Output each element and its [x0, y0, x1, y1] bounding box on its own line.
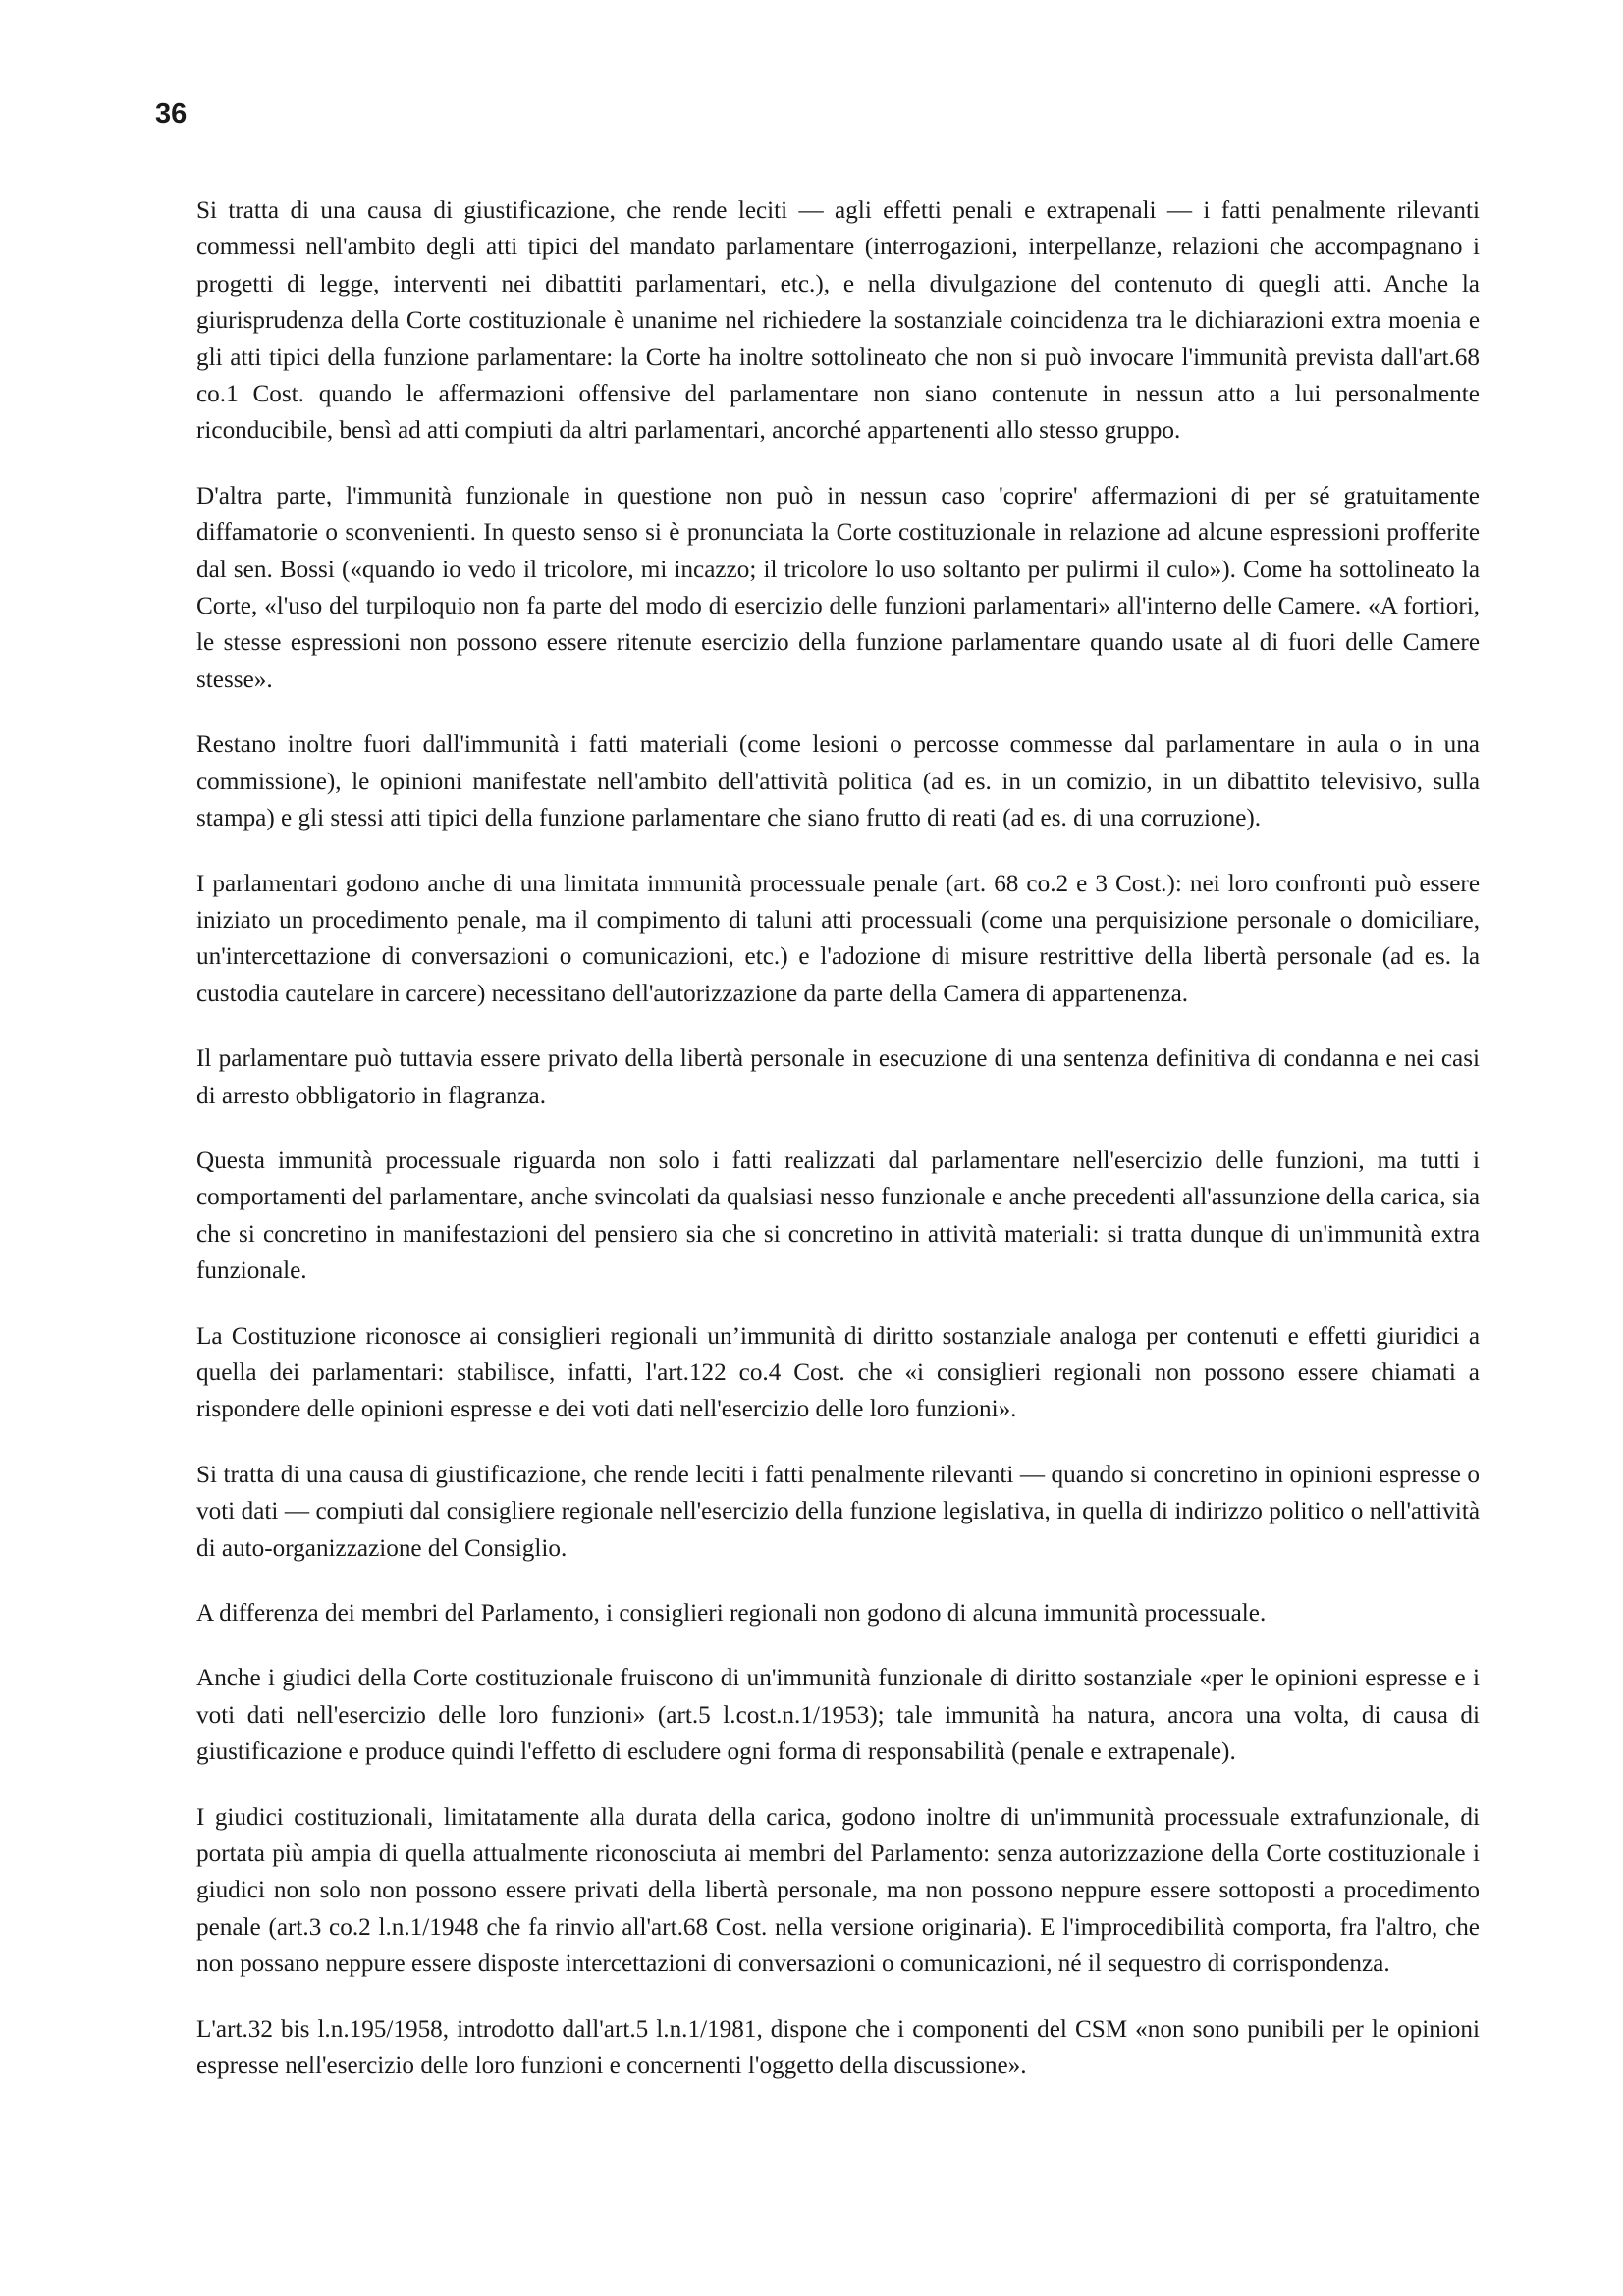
paragraph: Si tratta di una causa di giustificazione, che rende leciti i fatti penalmente rilevanti — quando si concretino in opinioni espresse o voti dati — compiuti dal consigliere regionale nell'esercizio della funzione legislativa, in quella di indirizzo politico o nell'attività di auto-organizzazione del Consiglio.: [196, 1461, 1480, 1562]
paragraph: I giudici costituzionali, limitatamente alla durata della carica, godono inoltre di un'immunità processuale extrafunzionale, di portata più ampia di quella attualmente riconosciuta ai membri del Parlamento: senza autorizzazione della Corte costituzionale i giudici non solo non possono essere privati della libertà personale, ma non possono neppure essere sottoposti a procedimento penale (art.3 co.2 l.n.1/1948 che fa rinvio all'art.68 Cost. nella versione originaria). E l'improcedibilità comporta, fra l'altro, che non possano neppure essere disposte intercettazioni di conversazioni o comunicazioni, né il sequestro di corrispondenza.: [196, 1803, 1480, 1978]
paragraph: D'altra parte, l'immunità funzionale in questione non può in nessun caso 'coprire' affermazioni di per sé gratuitamente diffamatorie o sconvenienti. In questo senso si è pronunciata la Corte costituzionale in relazione ad alcune espressioni profferite dal sen. Bossi («quando io vedo il tricolore, mi incazzo; il tricolore lo uso soltanto per pulirmi il culo»). Come ha sottolineato la Corte, «l'uso del turpiloquio non fa parte del modo di esercizio delle funzioni parlamentari» all'interno delle Camere. «A fortiori, le stesse espressioni non possono essere ritenute esercizio della funzione parlamentare quando usate al di fuori delle Camere stesse».: [196, 482, 1480, 693]
paragraph: Questa immunità processuale riguarda non solo i fatti realizzati dal parlamentare nell'esercizio delle funzioni, ma tutti i comportamenti del parlamentare, anche svincolati da qualsiasi nesso funzionale e anche precedenti all'assunzione della carica, sia che si concretino in manifestazioni del pensiero sia che si concretino in attività materiali: si tratta dunque di un'immunità extra funzionale.: [196, 1147, 1480, 1285]
paragraph: A differenza dei membri del Parlamento, i consiglieri regionali non godono di alcuna immunità processuale.: [196, 1600, 1267, 1627]
paragraph: Anche i giudici della Corte costituzionale fruiscono di un'immunità funzionale di diritto sostanziale «per le opinioni espresse e i voti dati nell'esercizio delle loro funzioni» (art.5 l.cost.n.1/1953); tale immunità ha natura, ancora una volta, di causa di giustificazione e produce quindi l'effetto di escludere ogni forma di responsabilità (penale e extrapenale).: [196, 1665, 1480, 1766]
paragraph: Restano inoltre fuori dall'immunità i fatti materiali (come lesioni o percosse commesse dal parlamentare in aula o in una commissione), le opinioni manifestate nell'ambito dell'attività politica (ad es. in un comizio, in un dibattito televisivo, sulla stampa) e gli stessi atti tipici della funzione parlamentare che siano frutto di reati (ad es. di una corruzione).: [196, 731, 1480, 832]
paragraph: Il parlamentare può tuttavia essere privato della libertà personale in esecuzione di una sentenza definitiva di condanna e nei casi di arresto obbligatorio in flagranza.: [196, 1045, 1480, 1109]
document-body: [196, 192, 1480, 2112]
paragraph: L'art.32 bis l.n.195/1958, introdotto dall'art.5 l.n.1/1981, dispone che i componenti del CSM «non sono punibili per le opinioni espresse nell'esercizio delle loro funzioni e concernenti l'oggetto della discussione».: [196, 2015, 1480, 2080]
paragraph: I parlamentari godono anche di una limitata immunità processuale penale (art. 68 co.2 e 3 Cost.): nei loro confronti può essere iniziato un procedimento penale, ma il compimento di taluni atti processuali (come una perquisizione personale o domiciliare, un'intercettazione di conversazioni o comunicazioni, etc.) e l'adozione di misure restrittive della libertà personale (ad es. la custodia cautelare in carcere) necessitano dell'autorizzazione da parte della Camera di appartenenza.: [196, 870, 1480, 1007]
page-number: 36: [155, 98, 188, 130]
paragraph: La Costituzione riconosce ai consiglieri regionali un’immunità di diritto sostanziale analoga per contenuti e effetti giuridici a quella dei parlamentari: stabilisce, infatti, l'art.122 co.4 Cost. che «i consiglieri regionali non possono essere chiamati a rispondere delle opinioni espresse e dei voti dati nell'esercizio delle loro funzioni».: [196, 1322, 1480, 1423]
paragraph: Si tratta di una causa di giustificazione, che rende leciti — agli effetti penali e extrapenali — i fatti penalmente rilevanti commessi nell'ambito degli atti tipici del mandato parlamentare (interrogazioni, interpellanze, relazioni che accompagnano i progetti di legge, interventi nei dibattiti parlamentari, etc.), e nella divulgazione del contenuto di quegli atti. Anche la giurisprudenza della Corte costituzionale è unanime nel richiedere la sostanziale coincidenza tra le dichiarazioni extra moenia e gli atti tipici della funzione parlamentare: la Corte ha inoltre sottolineato che non si può invocare l'immunità prevista dall'art.68 co.1 Cost. quando le affermazioni offensive del parlamentare non siano contenute in nessun atto a lui personalmente riconducibile, bensì ad atti compiuti da altri parlamentari, ancorché appartenenti allo stesso gruppo.: [196, 197, 1480, 445]
